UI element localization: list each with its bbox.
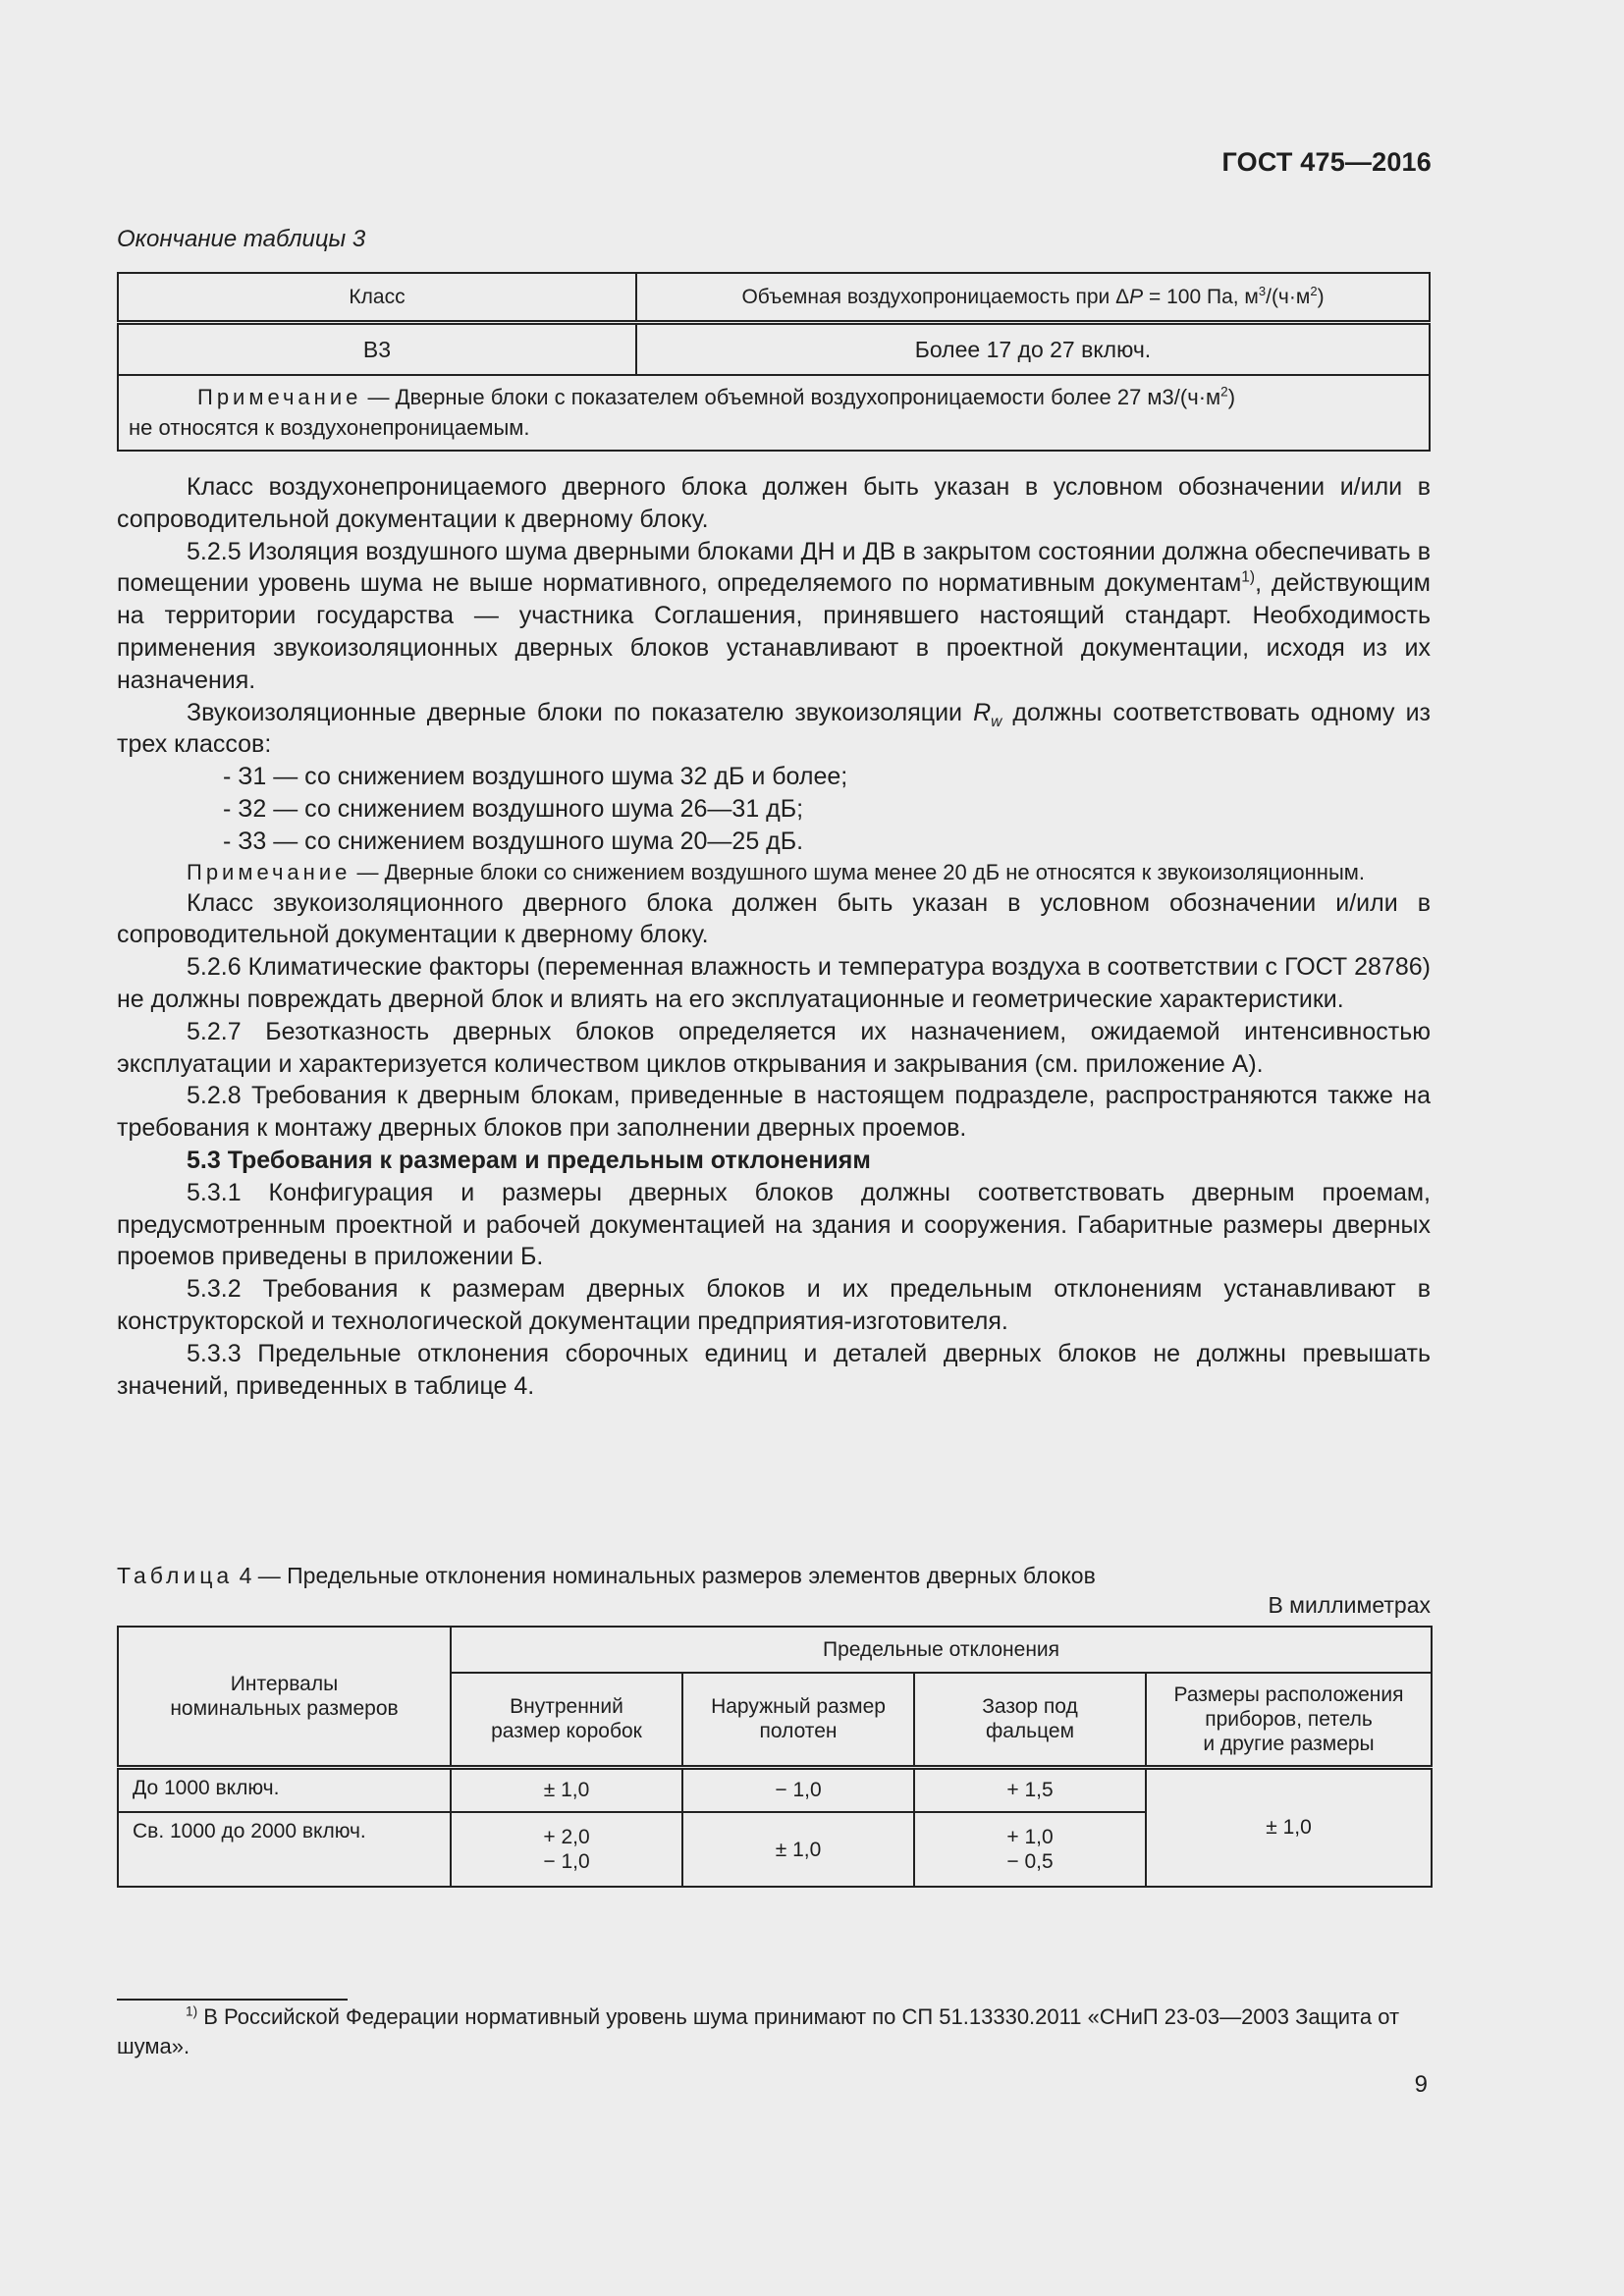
table4-caption: Таблица 4 — Предельные отклонения номинальных размеров элементов дверных блоков — [117, 1563, 1096, 1588]
body-text — [117, 471, 1431, 1402]
section-heading-5-3: 5.3 Требования к размерам и предельным отклонениям — [187, 1146, 871, 1174]
paragraph-5-2-5: 5.2.5 Изоляция воздушного шума дверными блоками ДН и ДВ в закрытом состоянии должна обеспечивать в помещении уровень шума не выше нормативного, определяемого по нормативным документам$^{1)}$, действующим на территории государства — участника Соглашения, принявшего настоящий стандарт. Необходимость применения звукоизоляционных дверных блоков устанавливают в проектной документации, исходя из их назначения. — [117, 537, 1431, 694]
table3-header-class: Класс — [118, 273, 636, 323]
table4-row2-label: Св. 1000 до 2000 включ. — [118, 1812, 451, 1887]
paragraph-5-2-6: 5.2.6 Климатические факторы (переменная влажность и температура воздуха в соответствии с ГОСТ 28786) не должны повреждать дверной блок и влиять на его эксплуатационные и геометрические характеристики. — [117, 953, 1431, 1013]
footnote: $^{1)}$ В Российской Федерации нормативный уровень шума принимают по СП 51.13330.2011 «СНиП 23-03—2003 Защита от шума». — [117, 2003, 1400, 2058]
list-item: - З2 — со снижением воздушного шума 26—31 дБ; — [223, 794, 804, 823]
table4-row1-col1: ± 1,0 — [451, 1767, 682, 1812]
table3-note: Примечание — Дверные блоки с показателем объемной воздухопроницаемости более 27 $м3/(ч\cdot м^2)$ не относятся к воздухонепроницаемым. — [118, 375, 1430, 451]
table4-row2-col2: ± 1,0 — [682, 1812, 914, 1887]
table4-col4-merged: ± 1,0 — [1146, 1767, 1432, 1887]
table4-header-group: Предельные отклонения — [451, 1627, 1432, 1673]
paragraph-sound-classes: Звукоизоляционные дверные блоки по показателю звукоизоляции $R_w$ должны соответствовать одному из трех классов: — [117, 698, 1432, 759]
page-number: 9 — [1414, 2071, 1428, 2098]
table4-header-intervals: Интервалы номинальных размеров — [118, 1627, 451, 1767]
list-item: - З3 — со снижением воздушного шума 20—25 дБ. — [223, 827, 804, 855]
paragraph-5-3-3: 5.3.3 Предельные отклонения сборочных единиц и деталей дверных блоков не должны превышать значений, приведенных в таблице 4. — [117, 1339, 1431, 1400]
table-3 — [117, 272, 1431, 452]
paragraph-5-3-2: 5.3.2 Требования к размерам дверных блоков и их предельным отклонениям устанавливают в конструкторской и технологической документации предприятия-изготовителя. — [117, 1275, 1431, 1335]
footnote-separator — [117, 1999, 348, 2001]
table4-header-col2: Наружный размер полотен — [682, 1673, 914, 1767]
table4-unit: В миллиметрах — [1268, 1592, 1431, 1618]
table4-row1-label: До 1000 включ. — [118, 1767, 451, 1812]
table4-row1-col2: − 1,0 — [682, 1767, 914, 1812]
note-sound: Примечание — Дверные блоки со снижением воздушного шума менее 20 дБ не относятся к звукоизоляционным. — [187, 859, 1365, 884]
paragraph: Класс звукоизоляционного дверного блока должен быть указан в условном обозначении и/или в сопроводительной документации к дверному блоку. — [117, 888, 1431, 949]
table4-header-col3: Зазор под фальцем — [914, 1673, 1146, 1767]
table4-row2-col3: + 1,0 − 0,5 — [914, 1812, 1146, 1887]
paragraph-5-3-1: 5.3.1 Конфигурация и размеры дверных блоков должны соответствовать дверным проемам, предусмотренным проектной и рабочей документацией на здания и сооружения. Габаритные размеры дверных проемов приведены в приложении Б. — [117, 1178, 1431, 1271]
paragraph: Класс воздухонепроницаемого дверного блока должен быть указан в условном обозначении и/или в сопроводительной документации к дверному блоку. — [117, 473, 1431, 533]
paragraph-5-2-8: 5.2.8 Требования к дверным блокам, приведенные в настоящем подразделе, распространяются также на требования к монтажу дверных блоков при заполнении дверных проемов. — [117, 1082, 1431, 1143]
paragraph-5-2-7: 5.2.7 Безотказность дверных блоков определяется их назначением, ожидаемой интенсивностью эксплуатации и характеризуется количеством циклов открывания и закрывания (см. приложение А). — [117, 1017, 1431, 1078]
standard-header: ГОСТ 475—2016 — [1221, 147, 1432, 177]
table4-header-col4: Размеры расположения приборов, петель и другие размеры — [1146, 1673, 1432, 1767]
table4-row1-col3: + 1,5 — [914, 1767, 1146, 1812]
table4-header-col1: Внутренний размер коробок — [451, 1673, 682, 1767]
table4-row2-col1: + 2,0 − 1,0 — [451, 1812, 682, 1887]
table3-header-air: Объемная воздухопроницаемость при ΔP = 100 Па, $м^3/(ч\cdot м^2)$ — [636, 273, 1430, 323]
list-item: - З1 — со снижением воздушного шума 32 дБ и более; — [223, 763, 848, 791]
table3-cell-value: Более 17 до 27 включ. — [636, 323, 1430, 376]
table-4 — [117, 1626, 1433, 1888]
table3-cell-class: В3 — [118, 323, 636, 376]
table3-continuation-caption: Окончание таблицы 3 — [117, 226, 366, 252]
